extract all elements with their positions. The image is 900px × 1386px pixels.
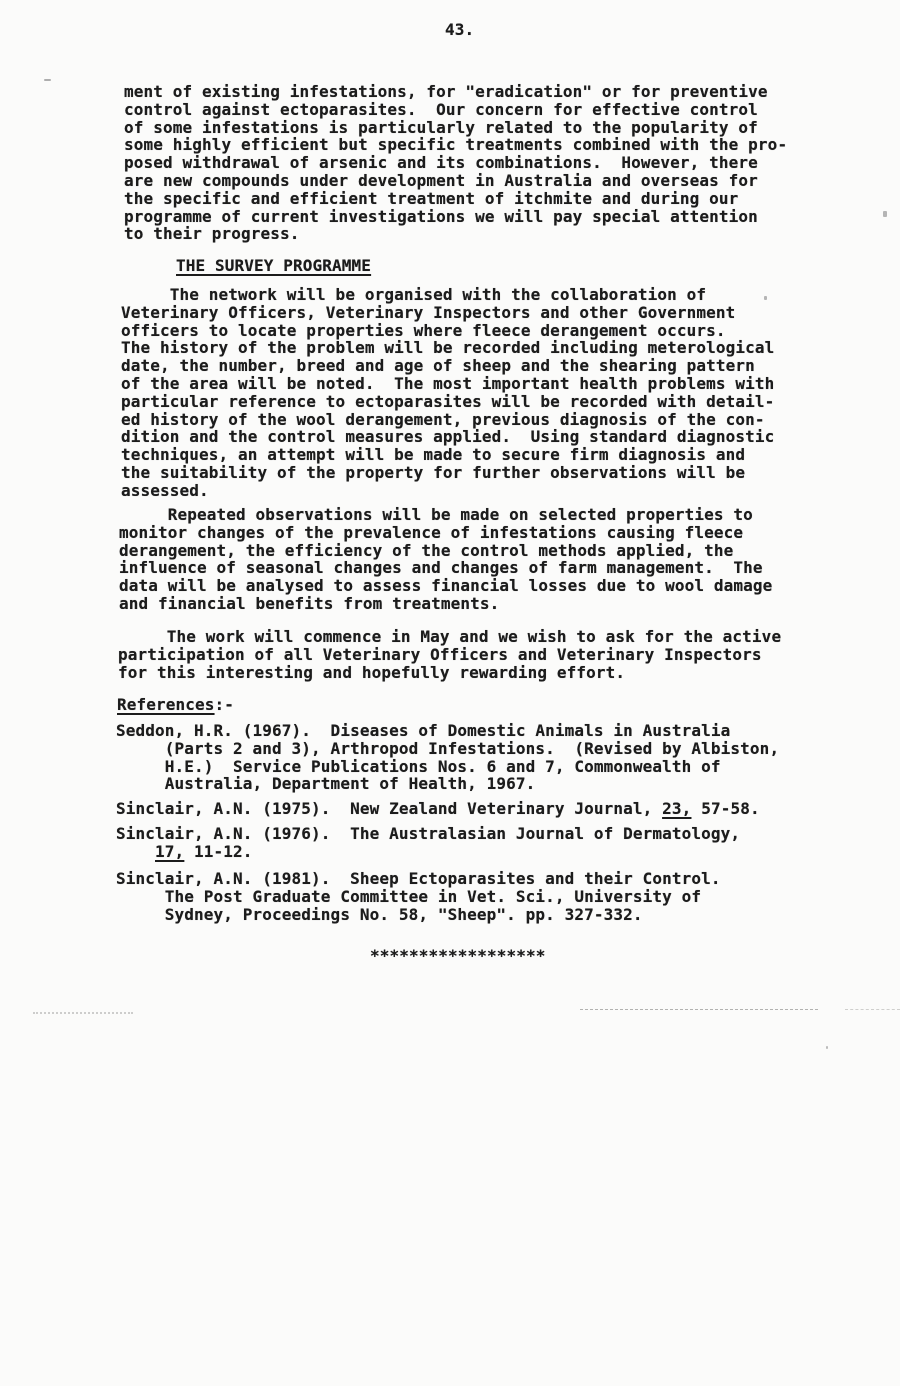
paragraph-treatment-control: ment of existing infestations, for "eradication" or for preventive control against ectoparasites. Our concern for effective control of some infestations is particularly related to the popularity of some highly efficient but specific treatments combined with the pro- posed withdrawal of arsenic and its combinations. However, there are new compounds under development in Australia and overseas for the specific and efficient treatment of itchmite and during our programme of current investigations we will pay special attention to their progress.	[124, 82, 788, 244]
page-number: 43.	[445, 20, 475, 39]
scan-artifact-dashed-line	[845, 1009, 900, 1010]
scan-artifact-dashed-line	[580, 1009, 818, 1010]
references-heading: References:-	[117, 695, 235, 714]
reference-item-seddon-1967: Seddon, H.R. (1967). Diseases of Domestic Animals in Australia (Parts 2 and 3), Arthropod Infestations. (Revised by Albiston, H.E.) Service Publications Nos. 6 and 7, Commonwealth of Australia, Department of Health, 1967.	[116, 721, 780, 794]
scan-artifact-mark	[44, 79, 51, 81]
scan-artifact-dotted-line	[33, 1012, 133, 1014]
paragraph-work-commencement: The work will commence in May and we wish to ask for the active participation of all Veterinary Officers and Veterinary Inspectors for this interesting and hopefully rewarding effort.	[118, 627, 782, 682]
asterisk-divider: ******************	[370, 946, 546, 965]
paragraph-network-survey: The network will be organised with the collaboration of Veterinary Officers, Veterinary Inspectors and other Government officers to locate properties where fleece derangement occurs. The history of the problem will be recorded including meterological date, the number, breed and age of sheep and the shearing pattern of the area will be noted. The most important health problems with particular reference to ectoparasites will be recorded with detail- ed history of the wool derangement, previous diagnosis of the con- dition and the control measures applied. Using standard diagnostic techniques, an attempt will be made to secure firm diagnosis and the suitability of the property for further observations will be assessed.	[121, 285, 775, 500]
section-heading-survey-programme: THE SURVEY PROGRAMME	[176, 256, 372, 275]
paragraph-repeated-observations: Repeated observations will be made on selected properties to monitor changes of the prevalence of infestations causing fleece derangement, the efficiency of the control methods applied, the influence of seasonal changes and changes of farm management. The data will be analysed to assess financial losses due to wool damage and financial benefits from treatments.	[119, 505, 773, 613]
reference-item-sinclair-1981: Sinclair, A.N. (1981). Sheep Ectoparasites and their Control. The Post Graduate Committee in Vet. Sci., University of Sydney, Proceedings No. 58, "Sheep". pp. 327-332.	[116, 869, 721, 924]
scan-artifact-speck	[826, 1046, 828, 1049]
reference-item-sinclair-1976: Sinclair, A.N. (1976). The Australasian Journal of Dermatology, 17, 11-12.	[116, 824, 741, 861]
scan-artifact-speck	[764, 296, 767, 300]
reference-item-sinclair-1975: Sinclair, A.N. (1975). New Zealand Veterinary Journal, 23, 57-58.	[116, 799, 760, 818]
scan-artifact-speck	[883, 211, 887, 217]
